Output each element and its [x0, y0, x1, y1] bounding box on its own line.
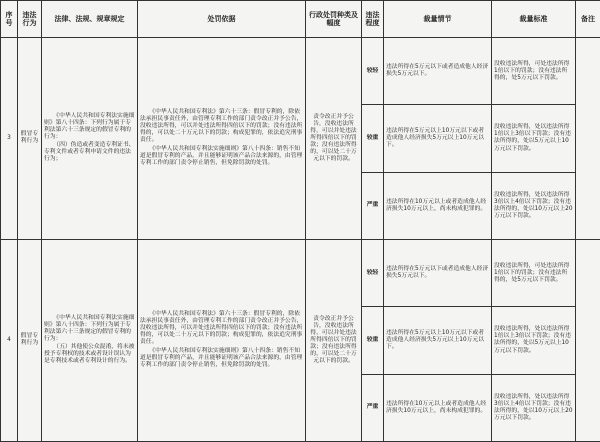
header-circumstance: 裁量情节	[384, 1, 492, 38]
header-level: 违法程度	[362, 1, 384, 38]
section-seq: 4	[1, 239, 18, 441]
section-note	[576, 38, 600, 240]
section-law	[42, 38, 138, 240]
section-penalty-kind: 责令改正并予公告，没收违法所得，可以并处违法所得四倍以下的罚款；没有违法所得的，可以处二十万元以下的罚款。	[306, 239, 362, 441]
section-basis	[138, 38, 306, 240]
section-act: 假冒专利行为	[18, 239, 42, 441]
level-circumstance: 违法所得在5万元以下或者造成他人经济损失5万元以下。	[384, 239, 492, 306]
basis-paragraph: 《中华人民共和国专利法实施细则》第八十四条：销售不知道是假冒专利的产品，并且能够证明该产品合法来源的，由管理专利工作的部门责令停止销售，但免除罚款的处罚。	[140, 145, 303, 166]
header-seq: 序号	[1, 1, 18, 38]
section-seq: 3	[1, 38, 18, 240]
law-paragraph: （四）伪造或者变造专利证书、专利文件或者专利申请文件的违法行为；	[44, 142, 135, 163]
header-standard: 裁量标准	[492, 1, 576, 38]
section-3-row-light	[1, 38, 600, 105]
level-label: 较轻	[362, 38, 384, 105]
header-basis: 处罚依据	[138, 1, 306, 38]
section-note	[576, 239, 600, 441]
basis-paragraph: 《中华人民共和国专利法》第六十三条：假冒专利的，除依法承担民事责任外，由管理专利工作的部门责令改正并予公告，没收违法所得，可以并处违法所得四倍以下的罚款；没有违法所得的，可以处二十万元以下的罚款；构成犯罪的，依法追究刑事责任。	[140, 109, 303, 144]
level-circumstance: 违法所得在10万元以上或者造成他人经济损失10万元以上，尚未构成犯罪的。	[384, 172, 492, 239]
section-law	[42, 239, 138, 441]
level-label: 严重	[362, 374, 384, 441]
section-4-row-light	[1, 239, 600, 306]
law-paragraph: 《中华人民共和国专利法实施细则》第八十四条：下列行为属于专利法第六十三条规定的假冒专利的行为：	[44, 314, 135, 342]
law-paragraph: 《中华人民共和国专利法实施细则》第八十四条：下列行为属于专利法第六十三条规定的假冒专利的行为：	[44, 112, 135, 140]
level-standard: 没收违法所得，处以违法所得1倍以上3倍以下罚款；没有违法所得的，处以5万元以上10万元以下罚款。	[492, 307, 576, 374]
level-circumstance: 违法所得在5万元以下或者造成他人经济损失5万元以下。	[384, 38, 492, 105]
level-standard: 没收违法所得，可处违法所得1倍以下的罚款；没有违法所得的，处5万元以下罚款。	[492, 38, 576, 105]
header-kind: 行政处罚种类及幅度	[306, 1, 362, 38]
section-penalty-kind: 责令改正并予公告，没收违法所得，可以并处违法所得四倍以下的罚款；没有违法所得的，可以处二十万元以下的罚款。	[306, 38, 362, 240]
level-label: 严重	[362, 172, 384, 239]
level-standard: 没收违法所得，处以违法所得1倍以上3倍以下罚款；没有违法所得的，处以5万元以上10万元以下罚款。	[492, 105, 576, 172]
section-act: 假冒专利行为	[18, 38, 42, 240]
section-basis	[138, 239, 306, 441]
level-standard: 没收违法所得，可处违法所得1倍以下的罚款；没有违法所得的，处5万元以下罚款。	[492, 239, 576, 306]
level-label: 较重	[362, 105, 384, 172]
level-label: 较重	[362, 307, 384, 374]
basis-paragraph: 《中华人民共和国专利法》第六十三条：假冒专利的，除依法承担民事责任外，由管理专利工作的部门责令改正并予公告，没收违法所得，可以并处违法所得四倍以下的罚款；没有违法所得的，可以处二十万元以下的罚款；构成犯罪的，依法追究刑事责任。	[140, 311, 303, 346]
level-standard: 没收违法所得，处以违法所得3倍以上4倍以下罚款；没有违法所得的，处以10万元以上20万元以下罚款。	[492, 172, 576, 239]
level-circumstance: 违法所得在5万元以上10万元以下或者造成他人经济损失5万元以上10万元以下。	[384, 307, 492, 374]
table-header-row	[1, 1, 600, 38]
header-note: 备注	[576, 1, 600, 38]
level-circumstance: 违法所得在10万元以上或者造成他人经济损失10万元以上，尚未构成犯罪的。	[384, 374, 492, 441]
header-law: 法律、法规、规章规定	[42, 1, 138, 38]
level-standard: 没收违法所得，处以违法所得3倍以上4倍以下罚款；没有违法所得的，处以10万元以上20万元以下罚款。	[492, 374, 576, 441]
header-act: 违法行为	[18, 1, 42, 38]
law-paragraph: （五）其他使公众混淆，将未被授予专利权的技术或者设计误认为是专利技术或者专利设计的行为。	[44, 344, 135, 365]
basis-paragraph: 《中华人民共和国专利法实施细则》第八十四条：销售不知道是假冒专利的产品，并且能够证明该产品合法来源的，由管理专利工作的部门责令停止销售，但免除罚款的处罚。	[140, 347, 303, 368]
level-label: 较轻	[362, 239, 384, 306]
level-circumstance: 违法所得在5万元以上10万元以下或者造成他人经济损失5万元以上10万元以下。	[384, 105, 492, 172]
